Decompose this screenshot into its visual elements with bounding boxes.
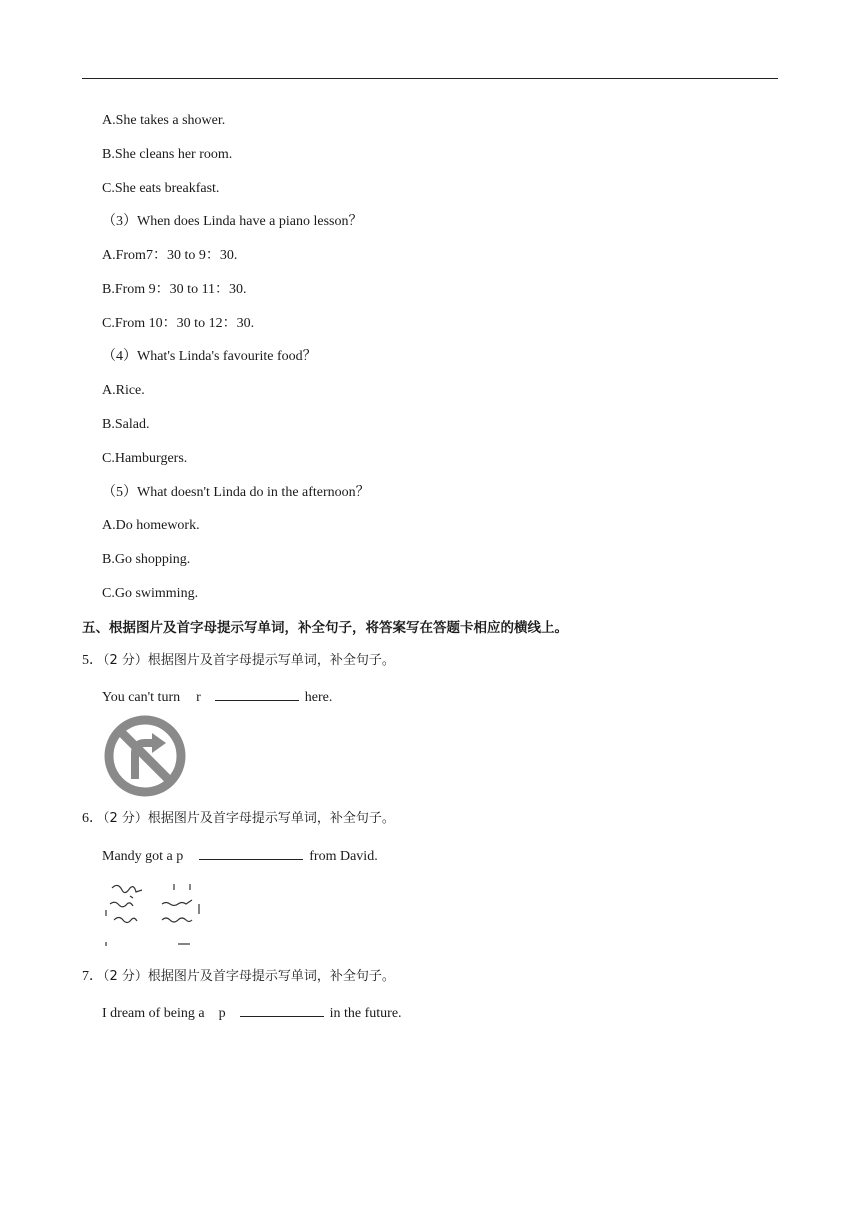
header-rule xyxy=(82,78,778,79)
q5-question: （5）What doesn't Linda do in the afternoon？ xyxy=(102,485,370,500)
item-5-sentence xyxy=(102,686,332,707)
q4-question: （4）What's Linda's favourite food？ xyxy=(102,349,317,364)
q2-option-b: B.She cleans her room. xyxy=(102,147,233,162)
sentence-before: You can't turn xyxy=(102,690,181,705)
postcard-icon xyxy=(102,876,202,948)
q3-option-a: A.From7：30 to 9：30. xyxy=(102,248,238,263)
answer-blank[interactable] xyxy=(215,686,299,701)
q3-question: （3）When does Linda have a piano lesson？ xyxy=(102,214,363,229)
answer-blank[interactable] xyxy=(240,1002,324,1017)
item-7-sentence xyxy=(102,1002,402,1023)
item-score: （2 分） xyxy=(103,969,148,984)
item-number: 7． xyxy=(82,969,103,984)
q5-option-a: A.Do homework. xyxy=(102,518,200,533)
section-5-header: 五、根据图片及首字母提示写单词，补全句子，将答案写在答题卡相应的横线上。 xyxy=(82,620,568,636)
item-score: （2 分） xyxy=(103,653,148,668)
q5-option-b: B.Go shopping. xyxy=(102,552,191,567)
item-instruction: 根据图片及首字母提示写单词，补全句子。 xyxy=(147,653,395,668)
item-score: （2 分） xyxy=(103,811,148,826)
initial-letter: r xyxy=(196,690,201,705)
item-number: 6． xyxy=(82,811,103,826)
q4-option-a: A.Rice. xyxy=(102,383,145,398)
item-6-sentence xyxy=(102,845,378,866)
item-5-prompt xyxy=(82,652,395,670)
q3-option-c: C.From 10：30 to 12：30. xyxy=(102,316,255,331)
answer-blank[interactable] xyxy=(199,845,303,860)
item-7-prompt xyxy=(82,968,395,986)
initial-letter: p xyxy=(218,1006,226,1021)
q4-option-b: B.Salad. xyxy=(102,417,150,432)
sentence-before: I dream of being a xyxy=(102,1006,205,1021)
q3-option-b: B.From 9：30 to 11：30. xyxy=(102,282,247,297)
q4-option-c: C.Hamburgers. xyxy=(102,451,188,466)
no-right-turn-sign-icon xyxy=(102,713,188,799)
item-instruction: 根据图片及首字母提示写单词，补全句子。 xyxy=(147,811,395,826)
q2-option-a: A.She takes a shower. xyxy=(102,113,226,128)
q5-option-c: C.Go swimming. xyxy=(102,586,199,601)
sentence-before: Mandy got a p xyxy=(102,849,184,864)
item-number: 5． xyxy=(82,653,103,668)
sentence-after: in the future. xyxy=(329,1006,402,1021)
item-instruction: 根据图片及首字母提示写单词，补全句子。 xyxy=(147,969,395,984)
q2-option-c: C.She eats breakfast. xyxy=(102,181,220,196)
sentence-after: from David. xyxy=(309,849,378,864)
sentence-after: here. xyxy=(304,690,333,705)
item-6-prompt xyxy=(82,810,395,828)
